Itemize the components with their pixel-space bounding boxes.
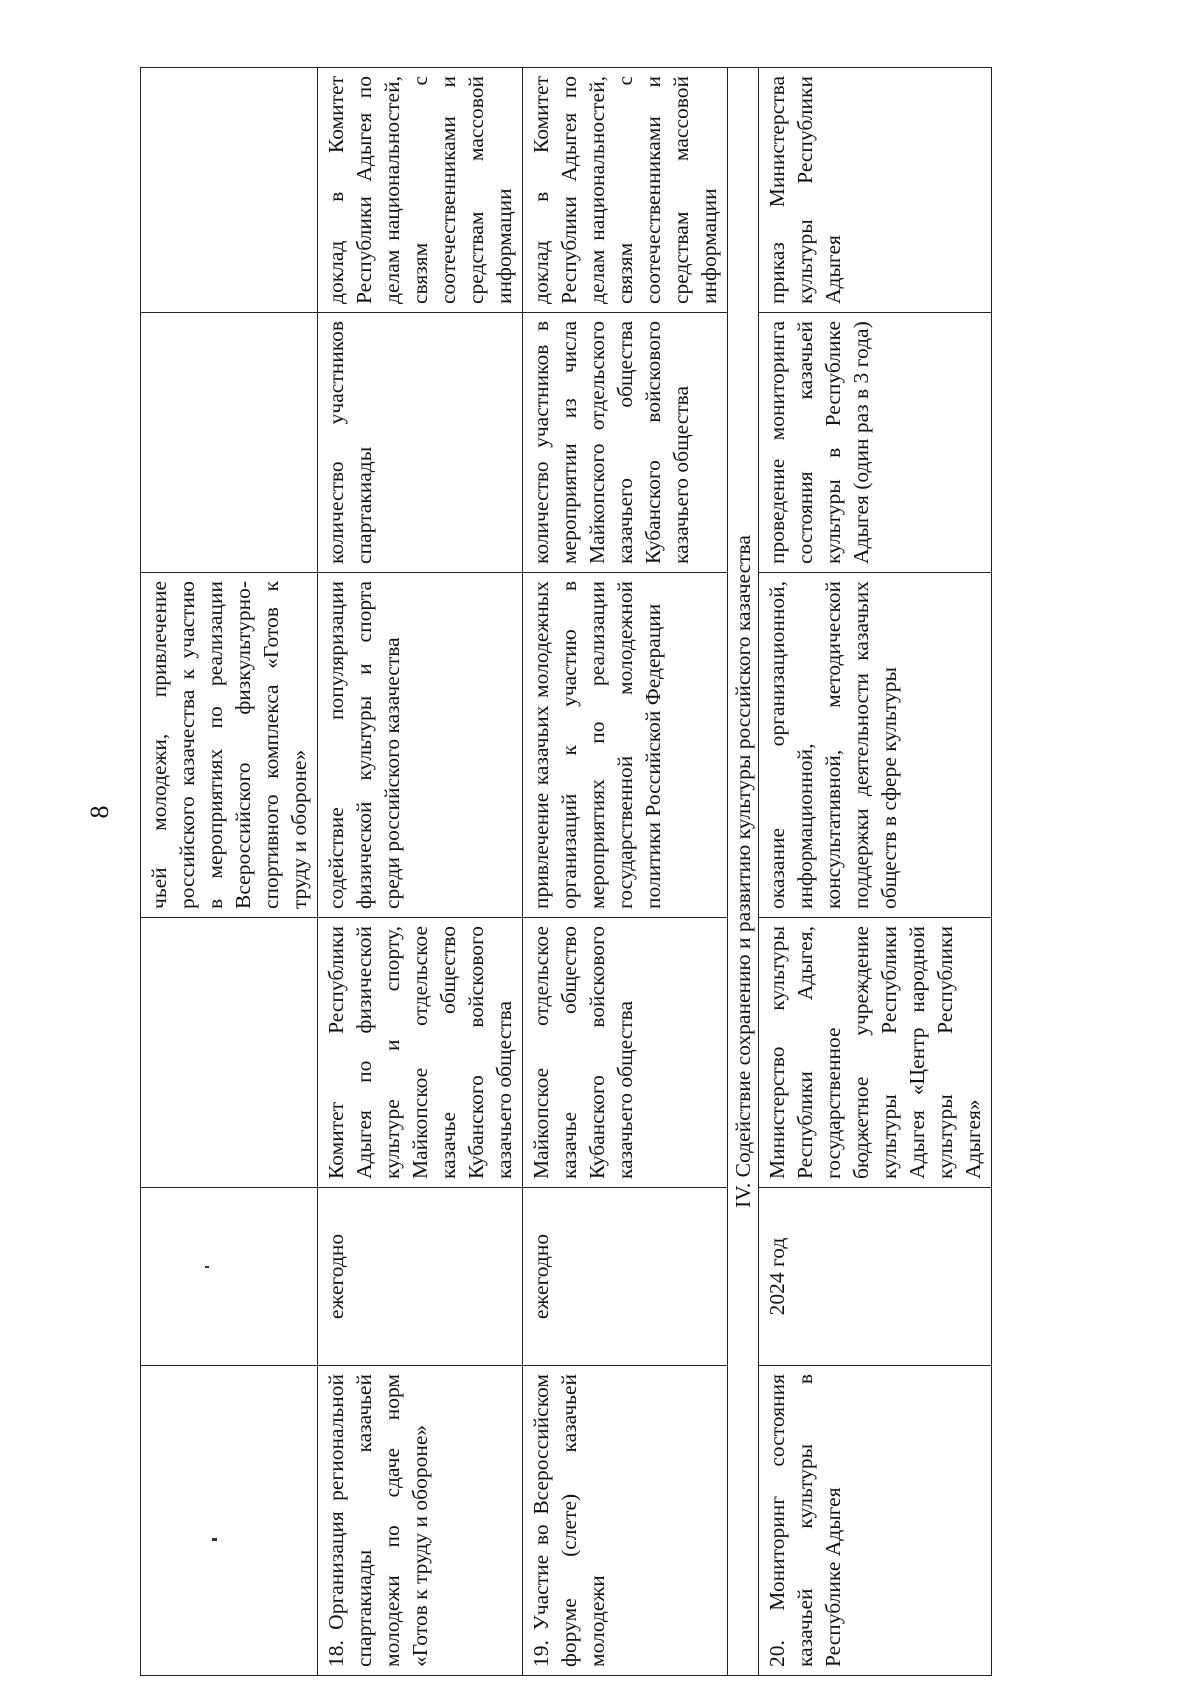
cell-goal: оказание организационной, информационной, консультативной, методической поддержки деятельности казачьих обществ в сфере культуры: [759, 573, 992, 918]
cell-executor: Комитет Республики Адыгея по физической культуре и спорту, Майкопское отдельское казачье общество Кубанского войскового казачьего общества: [318, 918, 523, 1188]
section-title: IV. Содействие сохранению и развитию культуры российского казачества: [728, 68, 759, 1676]
cell-indicator: проведение мониторинга состояния казачьей культуры в Республике Адыгея (один раз в 3 года): [759, 313, 992, 573]
cell-title: 18. Организация региональной спартакиады казачьей молодежи по сдаче норм «Готов к труду и обороне»: [318, 1366, 523, 1676]
cell-indicator: количество участников в мероприятии из числа Майкопского отдельского казачьего общества Кубанского войскового казачьего общества: [523, 313, 728, 573]
table-row: [141, 68, 318, 1676]
cell-indicator: [141, 313, 318, 573]
cell-term: [141, 1188, 318, 1366]
cell-term: ежегодно: [523, 1188, 728, 1366]
cell-report: доклад в Комитет Республики Адыгея по делам национальностей, связям с соотечественниками и средствам массовой информации: [318, 68, 523, 313]
cell-title: 20. Мониторинг состояния казачьей культуры в Республике Адыгея: [759, 1366, 992, 1676]
cell-title: [141, 1366, 318, 1676]
cell-executor: Майкопское отдельское казачье общество Кубанского войскового казачьего общества: [523, 918, 728, 1188]
table-row: [759, 68, 992, 1676]
rotated-table-container: [140, 68, 1040, 1676]
cell-title: 19. Участие во Всероссийском форуме (слете) казачьей молодежи: [523, 1366, 728, 1676]
cell-term: ежегодно: [318, 1188, 523, 1366]
table-row: [318, 68, 523, 1676]
cell-executor: Министерство культуры Республики Адыгея, государственное бюджетное учреждение культуры Республики Адыгея «Центр народной культуры Республики Адыгея»: [759, 918, 992, 1188]
cell-report: [141, 68, 318, 313]
action-plan-table: [140, 67, 992, 1676]
page-number: 8: [85, 805, 114, 819]
cell-indicator: количество участников спартакиады: [318, 313, 523, 573]
cell-report: доклад в Комитет Республики Адыгея по делам национальностей, связям с соотечественниками и средствам массовой информации: [523, 68, 728, 313]
cell-goal: чьей молодежи, привлечение российского казачества к участию в мероприятиях по реализации Всероссийского физкультурно-спортивного комплекса «Готов к труду и обороне»: [141, 573, 318, 918]
cell-term: 2024 год: [759, 1188, 992, 1366]
cell-goal: привлечение казачьих молодежных организаций к участию в мероприятиях по реализации государственной молодежной политики Российской Федерации: [523, 573, 728, 918]
cell-report: приказ Министерства культуры Республики Адыгея: [759, 68, 992, 313]
cell-executor: [141, 918, 318, 1188]
section-row: [728, 68, 759, 1676]
cell-goal: содействие популяризации физической культуры и спорта среди российского казачества: [318, 573, 523, 918]
table-row: [523, 68, 728, 1676]
